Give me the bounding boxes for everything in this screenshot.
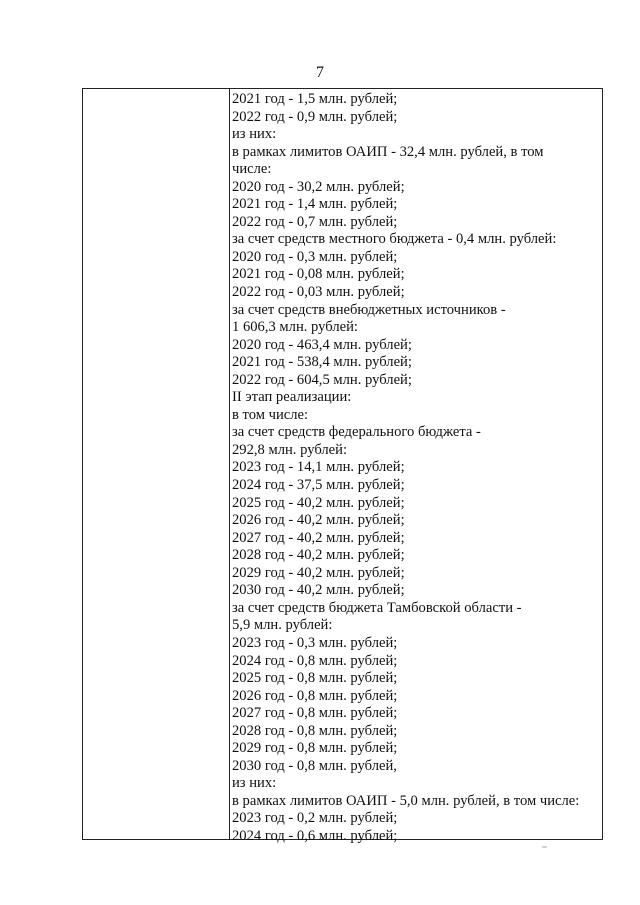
- text-line: 2021 год - 1,4 млн. рублей;: [232, 196, 398, 213]
- text-line: в рамках лимитов ОАИП - 5,0 млн. рублей, в том числе:: [232, 792, 580, 809]
- text-line: 2027 год - 0,8 млн. рублей;: [232, 705, 398, 722]
- text-line: 2022 год - 0,9 млн. рублей;: [232, 108, 398, 125]
- text-line: 2029 год - 0,8 млн. рублей;: [232, 740, 398, 757]
- text-line: 2029 год - 40,2 млн. рублей;: [232, 564, 405, 581]
- text-line: 2030 год - 40,2 млн. рублей;: [232, 582, 405, 599]
- text-line: за счет средств федерального бюджета -: [232, 424, 481, 441]
- text-line: 2020 год - 30,2 млн. рублей;: [232, 178, 405, 195]
- text-line: 2022 год - 0,7 млн. рублей;: [232, 213, 398, 230]
- text-line: в том числе:: [232, 406, 309, 423]
- text-line: 2028 год - 0,8 млн. рублей;: [232, 722, 398, 739]
- text-line: 2025 год - 0,8 млн. рублей;: [232, 670, 398, 687]
- text-line: 5,9 млн. рублей:: [232, 617, 333, 634]
- text-line: 292,8 млн. рублей:: [232, 441, 348, 458]
- text-line: 2024 год - 37,5 млн. рублей;: [232, 477, 405, 494]
- text-line: II этап реализации:: [232, 389, 352, 406]
- text-line: 2028 год - 40,2 млн. рублей;: [232, 547, 405, 564]
- text-line: 2022 год - 0,03 млн. рублей;: [232, 284, 405, 301]
- text-line: 2030 год - 0,8 млн. рублей,: [232, 757, 397, 774]
- text-line: за счет средств внебюджетных источников -: [232, 301, 506, 318]
- text-line: из них:: [232, 775, 277, 792]
- text-line: 2023 год - 0,3 млн. рублей;: [232, 634, 398, 651]
- text-line: 2023 год - 14,1 млн. рублей;: [232, 459, 405, 476]
- text-line: 2025 год - 40,2 млн. рублей;: [232, 494, 405, 511]
- text-line: 2021 год - 538,4 млн. рублей;: [232, 354, 412, 371]
- text-line: 2026 год - 40,2 млн. рублей;: [232, 512, 405, 529]
- text-line: 2023 год - 0,2 млн. рублей;: [232, 810, 398, 827]
- text-line: 2021 год - 1,5 млн. рублей;: [232, 91, 398, 107]
- text-line: 2020 год - 463,4 млн. рублей;: [232, 336, 412, 353]
- table-left-cell: [83, 89, 230, 839]
- text-line: 2024 год - 0,8 млн. рублей;: [232, 652, 398, 669]
- text-line: 2021 год - 0,08 млн. рублей;: [232, 266, 405, 283]
- text-line: 1 606,3 млн. рублей:: [232, 319, 358, 336]
- text-line: 2022 год - 604,5 млн. рублей;: [232, 371, 412, 388]
- text-line: за счет средств местного бюджета - 0,4 млн. рублей:: [232, 231, 557, 248]
- text-line: 2020 год - 0,3 млн. рублей;: [232, 248, 398, 265]
- text-line: 2024 год - 0,6 млн. рублей;: [232, 827, 398, 844]
- text-line: числе:: [232, 161, 272, 178]
- funding-table: [82, 88, 603, 844]
- text-line: 2027 год - 40,2 млн. рублей;: [232, 529, 405, 546]
- text-line: из них:: [232, 126, 277, 143]
- text-line: за счет средств бюджета Тамбовской области -: [232, 599, 522, 616]
- text-line: в рамках лимитов ОАИП - 32,4 млн. рублей, в том: [232, 143, 544, 160]
- scan-speck: [542, 846, 547, 848]
- table-right-cell: [231, 91, 602, 846]
- text-line: 2026 год - 0,8 млн. рублей;: [232, 687, 398, 704]
- page-number: 7: [316, 64, 324, 81]
